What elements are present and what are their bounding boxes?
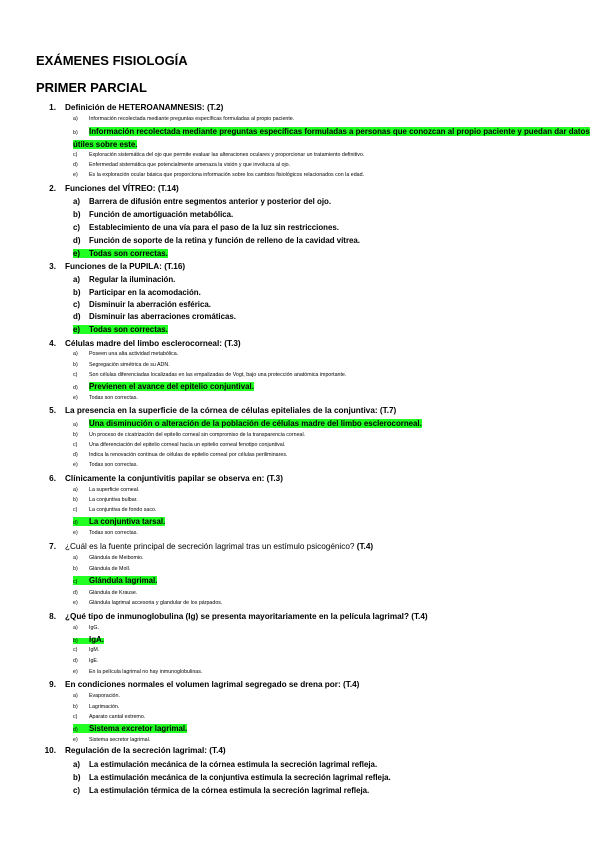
option-4d (73, 382, 254, 393)
option-5d (73, 452, 287, 459)
option-letter: b) (73, 362, 78, 368)
option-letter: d) (73, 162, 78, 168)
option-3d (73, 312, 236, 322)
option-text: La estimulación mecánica de la conjuntiva estimula la secreción lagrimal refleja. (89, 773, 391, 782)
question-7 (36, 542, 373, 552)
option-letter: b) (73, 432, 78, 438)
question-title: Regulación de la secreción lagrimal: (65, 746, 207, 755)
option-text: La conjuntiva de fondo saco. (89, 507, 157, 513)
question-ref: (T.7) (379, 406, 397, 415)
option-letter: c) (73, 507, 78, 513)
question-number: 9. (49, 680, 56, 689)
option-text-highlighted: Una disminución o alteración de la población de células madre del limbo esclerocorneal. (89, 419, 422, 428)
option-text: Disminuir la aberración esférica. (89, 300, 211, 309)
option-text: Segregación simétrica de su ADN. (89, 362, 170, 368)
question-title: Definición de HETEROANAMNESIS: (65, 103, 205, 112)
option-letter: c) (73, 152, 78, 158)
question-ref: (T.4) (209, 746, 226, 755)
option-letter: b) (73, 638, 78, 644)
question-number: 10. (44, 746, 56, 755)
option-letter: c) (73, 647, 78, 653)
option-6d (73, 517, 165, 528)
option-text: Todas son correctas. (89, 462, 138, 468)
option-letter: a) (73, 275, 81, 284)
option-text: La estimulación térmica de la córnea estimula la secreción lagrimal refleja. (89, 786, 370, 795)
option-letter: a) (73, 693, 78, 699)
question-3 (36, 262, 185, 272)
option-9b (73, 704, 119, 711)
option-letter: c) (73, 223, 81, 232)
option-text: La superficie corneal. (89, 487, 140, 493)
option-letter: e) (73, 737, 78, 743)
option-letter: a) (73, 760, 81, 769)
option-5a (73, 419, 422, 430)
option-text: Glándula de Meibomio. (89, 555, 144, 561)
option-9a (73, 693, 120, 700)
option-text-highlighted: Glándula lagrimal. (89, 576, 158, 585)
option-text: IgG. (89, 625, 100, 631)
option-letter: e) (73, 249, 81, 258)
question-number: 6. (49, 474, 56, 483)
option-text: Exploración sistemática del ojo que permite evaluar las alteraciones oculares y proporcionar un tratamiento definitivo. (89, 152, 365, 158)
option-letter: e) (73, 395, 78, 401)
option-7c (73, 576, 157, 587)
option-letter: b) (73, 288, 81, 297)
option-8a (73, 625, 99, 632)
option-text: Un proceso de cicatrización del epitelio corneal sin compromiso de la transparencia corneal. (89, 432, 306, 438)
question-ref: (T.4) (356, 542, 374, 551)
section-title: PRIMER PARCIAL (36, 80, 147, 95)
option-6e (73, 530, 138, 537)
option-8b (73, 636, 104, 645)
option-letter: e) (73, 172, 78, 178)
question-number: 2. (49, 184, 56, 193)
option-text: Glándula de Krause. (89, 590, 138, 596)
option-text: Barrera de difusión entre segmentos anterior y posterior del ojo. (89, 197, 332, 206)
option-letter: c) (73, 442, 78, 448)
question-ref: (T.4) (411, 612, 428, 621)
question-number: 8. (49, 612, 56, 621)
option-letter: c) (73, 786, 81, 795)
option-4c (73, 372, 346, 379)
option-text: Regular la iluminación. (89, 275, 176, 284)
option-7a (73, 555, 143, 562)
question-title: En condiciones normales el volumen lagrimal segregado se drena por: (65, 680, 341, 689)
option-letter: b) (73, 210, 81, 219)
option-letter: e) (73, 462, 78, 468)
option-1d (73, 162, 290, 169)
option-9d (73, 724, 187, 735)
option-text-highlighted: Todas son correctas. (89, 249, 168, 258)
option-text: Son células diferenciadas localizadas en las empalizadas de Vogt, bajo una protección anatómica importante. (89, 372, 347, 378)
option-text: Todas son correctas. (89, 395, 138, 401)
option-1c (73, 152, 364, 159)
option-3e (73, 325, 168, 335)
option-letter: e) (73, 530, 78, 536)
question-ref: (T.3) (266, 474, 283, 483)
option-letter: c) (73, 714, 78, 720)
option-6a (73, 487, 139, 494)
option-8e (73, 669, 202, 676)
question-number: 1. (49, 103, 56, 112)
question-number: 4. (49, 339, 56, 348)
option-text-highlighted: Sistema excretor lagrimal. (89, 724, 188, 733)
document-title: EXÁMENES FISIOLOGÍA (36, 53, 188, 68)
question-1 (36, 103, 223, 113)
option-letter: a) (73, 197, 81, 206)
option-10b (73, 773, 391, 783)
option-letter: a) (73, 351, 78, 357)
option-2e (73, 249, 168, 259)
option-2d (73, 236, 360, 246)
option-9e (73, 737, 150, 744)
option-letter: e) (73, 669, 78, 675)
option-2c (73, 223, 339, 233)
question-10 (36, 746, 226, 756)
option-text: Glándula de Moll. (89, 566, 131, 572)
question-ref: (T.4) (343, 680, 360, 689)
option-text: Disminuir las aberraciones cromáticas. (89, 312, 236, 321)
option-text: Es la exploración ocular básica que proporciona información sobre los cambios fisiológicos relacionados con la edad. (89, 172, 365, 178)
option-6c (73, 507, 156, 514)
option-4e (73, 395, 138, 402)
option-5c (73, 442, 285, 449)
question-title: Funciones del VÍTREO: (65, 184, 156, 193)
option-letter: d) (73, 236, 81, 245)
option-letter: d) (73, 520, 78, 526)
option-letter: c) (73, 579, 78, 585)
option-letter: b) (73, 773, 81, 782)
option-text: Sistema secretor lagrimal. (89, 737, 151, 743)
option-4a (73, 351, 178, 358)
option-letter: d) (73, 590, 78, 596)
option-7e (73, 600, 222, 607)
option-9c (73, 714, 145, 721)
option-letter: e) (73, 600, 78, 606)
option-text: Información recolectada mediante preguntas específicas formuladas al propio paciente. (89, 116, 295, 122)
option-letter: a) (73, 422, 78, 428)
question-number: 5. (49, 406, 56, 415)
option-letter: c) (73, 372, 78, 378)
option-3a (73, 275, 175, 285)
option-5e (73, 462, 138, 469)
question-ref: (T.14) (157, 184, 179, 193)
option-2a (73, 197, 331, 207)
option-7d (73, 590, 137, 597)
option-1a (73, 116, 294, 123)
option-letter: a) (73, 487, 78, 493)
question-5 (36, 406, 396, 416)
option-1b (73, 126, 593, 151)
option-letter: e) (73, 325, 81, 334)
option-letter: d) (73, 658, 78, 664)
option-letter: b) (73, 704, 78, 710)
option-5b (73, 432, 305, 439)
option-text: Lagrimación. (89, 704, 120, 710)
option-8c (73, 647, 99, 654)
option-3b (73, 288, 201, 298)
question-title: Funciones de la PUPILA: (65, 262, 162, 271)
option-6b (73, 497, 138, 504)
question-title: ¿Qué tipo de inmunoglobulina (Ig) se presenta mayoritariamente en la película lagrimal? (65, 612, 409, 621)
question-ref: (T.3) (224, 339, 241, 348)
option-text: Todas son correctas. (89, 530, 138, 536)
question-6 (36, 474, 283, 484)
option-text: Función de amortiguación metabólica. (89, 210, 234, 219)
option-letter: b) (73, 130, 78, 136)
question-title: ¿Cuál es la fuente principal de secreción lagrimal tras un estímulo psicogénico? (65, 542, 355, 551)
question-title: Células madre del limbo esclerocorneal: (65, 339, 222, 348)
option-text: La conjuntiva bulbar. (89, 497, 138, 503)
option-letter: a) (73, 625, 78, 631)
option-letter: c) (73, 300, 81, 309)
option-text: Evaporación. (89, 693, 120, 699)
option-text: IgE. (89, 658, 99, 664)
option-letter: d) (73, 452, 78, 458)
option-1e (73, 172, 364, 179)
option-letter: d) (73, 727, 78, 733)
question-number: 7. (49, 542, 56, 551)
option-2b (73, 210, 233, 220)
option-4b (73, 362, 170, 369)
option-text: Función de soporte de la retina y función de relleno de la cavidad vítrea. (89, 236, 360, 245)
question-title: La presencia en la superficie de la córnea de células epiteliales de la conjuntiva: (65, 406, 378, 415)
option-text-highlighted: La conjuntiva tarsal. (89, 517, 166, 526)
question-2 (36, 184, 179, 194)
question-9 (36, 680, 359, 690)
option-letter: a) (73, 555, 78, 561)
option-text: Indica la renovación continua de células de epitelio corneal por células periliminares. (89, 452, 288, 458)
option-text-highlighted: IgA. (89, 635, 104, 644)
option-text: La estimulación mecánica de la córnea estimula la secreción lagrimal refleja. (89, 760, 378, 769)
question-title: Clínicamente la conjuntivitis papilar se observa en: (65, 474, 265, 483)
option-text-highlighted: Información recolectada mediante preguntas específicas formuladas a personas que conozcan al propio paciente y puedan dar datos útiles sobre este. (73, 127, 590, 149)
question-ref: (T.2) (206, 103, 224, 112)
option-letter: d) (73, 312, 81, 321)
option-8d (73, 658, 98, 665)
option-text-highlighted: Todas son correctas. (89, 325, 168, 334)
option-letter: b) (73, 566, 78, 572)
option-10c (73, 786, 369, 796)
question-4 (36, 339, 241, 349)
option-text: En la película lagrimal no hay inmunoglobulinas. (89, 669, 203, 675)
option-text: Participar en la acomodación. (89, 288, 201, 297)
option-3c (73, 300, 211, 310)
option-text: Establecimiento de una vía para el paso de la luz sin restricciones. (89, 223, 339, 232)
option-letter: b) (73, 497, 78, 503)
question-number: 3. (49, 262, 56, 271)
option-text: Poseen una alta actividad metabólica. (89, 351, 179, 357)
question-ref: (T.16) (164, 262, 186, 271)
option-text: Una diferenciación del epitelio corneal hacia un epitelio corneal fenotipo conjuntival. (89, 442, 286, 448)
option-text-highlighted: Previenen el avance del epitelio conjuntival. (89, 382, 254, 391)
option-text: Glándula lagrimal accesoria y glandular de los párpados. (89, 600, 223, 606)
option-letter: a) (73, 116, 78, 122)
option-text: Enfermedad sistemática que potencialmente amenaza la visión y que involucra al ojo. (89, 162, 291, 168)
option-10a (73, 760, 377, 770)
option-text: Aparato cantal extremo. (89, 714, 146, 720)
option-letter: d) (73, 385, 78, 391)
question-8 (36, 612, 428, 622)
option-7b (73, 566, 130, 573)
option-text: IgM. (89, 647, 100, 653)
